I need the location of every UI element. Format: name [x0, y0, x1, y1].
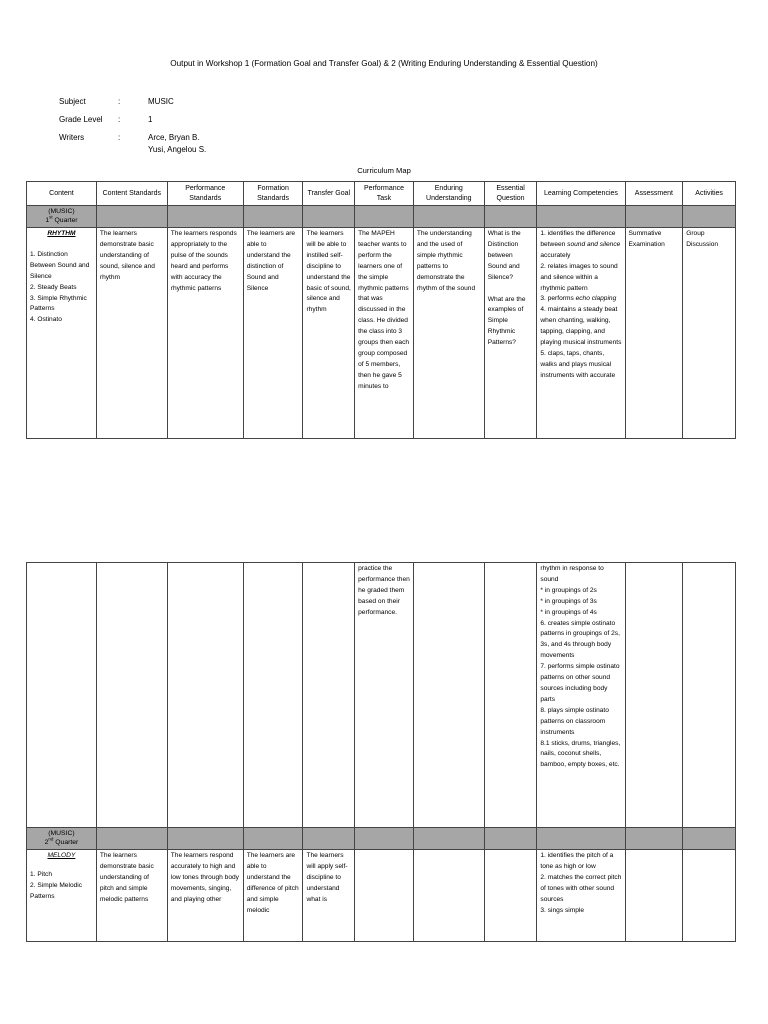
header-learning-competencies: Learning Competencies — [537, 182, 625, 206]
formation-standards-cell: The learners are able to understand the difference of pitch and simple melodic — [243, 850, 303, 942]
quarter-suffix: st — [49, 214, 53, 220]
quarter-label — [27, 206, 97, 228]
header-performance-standards: Performance Standards — [167, 182, 243, 206]
learning-competencies-cell — [537, 228, 625, 439]
header-content-standards: Content Standards — [96, 182, 167, 206]
assessment-cell: Summative Examination — [625, 228, 683, 439]
content-standards-cell: The learners demonstrate basic understanding of sound, silence and rhythm — [96, 228, 167, 439]
competency-3-italic: echo clapping — [575, 295, 617, 303]
document-title: Output in Workshop 1 (Formation Goal and Transfer Goal) & 2 (Writing Enduring Understanding & Essential Question) — [170, 59, 598, 68]
quarter-number: 1 — [45, 217, 50, 224]
performance-task-cell-continued: practice the performance then he graded them based on their performance. — [355, 563, 414, 828]
rhythm-row — [27, 228, 736, 439]
activities-cell: Group Discussion — [683, 228, 736, 439]
header-row — [27, 182, 736, 206]
content-standards-cell: The learners demonstrate basic understanding of pitch and simple melodic patterns — [96, 850, 167, 942]
curriculum-map-table-page2 — [26, 562, 736, 942]
writer-2: Yusi, Angelou S. — [148, 145, 207, 154]
topic-title: RHYTHM — [47, 230, 76, 237]
quarter-number: 2 — [44, 839, 49, 846]
topic-title: MELODY — [47, 852, 76, 859]
content-list: 1. Pitch 2. Simple Melodic Patterns — [30, 870, 83, 900]
competency-1-end: accurately — [540, 251, 571, 259]
transfer-goal-cell: The learners will apply self-discipline to understand what is — [303, 850, 355, 942]
header-formation-standards: Formation Standards — [243, 182, 303, 206]
performance-task-cell: The MAPEH teacher wants to perform the learners one of the simple rhythmic patterns that was discussed in the class. He divided the class into 3 groups then each group composed of 5 members, then he gave 5 minutes to — [355, 228, 414, 439]
subject-value: MUSIC — [148, 97, 174, 106]
transfer-goal-cell: The learners will be able to instilled self-discipline to understand the basic of sound, silence and rhythm — [303, 228, 355, 439]
writer-1: Arce, Bryan B. — [148, 133, 200, 142]
writers-colon: : — [118, 133, 121, 142]
quarter-word: Quarter — [54, 217, 78, 224]
subject-colon: : — [118, 97, 121, 106]
competency-1 — [540, 229, 621, 262]
learning-competencies-cell-continued: rhythm in response to sound * in groupings of 2s * in groupings of 3s * in groupings of 4s 6. creates simple ostinato patterns in groupings of 2s, 3s, and 4s through body movements 7. performs simple ostinato patterns on other sound sources including body parts 8. plays simple ostinato patterns on classroom instruments 8.1 sticks, drums, triangles, nails, coconut shells, bamboo, empty boxes, etc. — [537, 563, 625, 828]
essential-question-cell — [484, 228, 537, 439]
quarter-suffix: nd — [48, 836, 54, 842]
quarter-word: Quarter — [55, 839, 79, 846]
header-performance-task: Performance Task — [355, 182, 414, 206]
competency-1-italic: sound and silence — [567, 240, 621, 248]
header-transfer-goal: Transfer Goal — [303, 182, 355, 206]
map-title: Curriculum Map — [357, 166, 411, 175]
competency-3 — [540, 294, 621, 305]
essential-question-2: What are the examples of Simple Rhythmic Patterns? — [487, 295, 526, 347]
quarter-subject: (MUSIC) — [48, 830, 75, 837]
header-essential-question: Essential Question — [484, 182, 537, 206]
grade-label: Grade Level — [59, 115, 103, 124]
competency-5: 5. claps, taps, chants, walks and plays musical instruments with accurate — [540, 349, 616, 379]
quarter-label — [27, 828, 97, 850]
header-content: Content — [27, 182, 97, 206]
competency-1-text: 1. identifies the difference between — [540, 230, 616, 248]
learning-competencies-cell: 1. identifies the pitch of a tone as high or low 2. matches the correct pitch of tones with other sound sources 3. sings simple — [537, 850, 625, 942]
enduring-understanding-cell: The understanding and the used of simple rhythmic patterns to demonstrate the rhythm of the sound — [413, 228, 484, 439]
grade-colon: : — [118, 115, 121, 124]
content-list: 1. Distinction Between Sound and Silence 2. Steady Beats 3. Simple Rhythmic Patterns 4. Ostinato — [30, 250, 90, 324]
performance-standards-cell: The learners respond accurately to high and low tones through body movements, singing, and playing other — [167, 850, 243, 942]
curriculum-map-table-page1 — [26, 181, 736, 439]
content-cell — [27, 228, 97, 439]
quarter-row-2 — [27, 828, 736, 850]
performance-standards-cell: The learners responds appropriately to the pulse of the sounds heard and performs with accuracy the rhythmic patterns — [167, 228, 243, 439]
header-activities: Activities — [683, 182, 736, 206]
quarter-row-1 — [27, 206, 736, 228]
competency-3-text: 3. performs — [540, 295, 576, 303]
melody-row — [27, 850, 736, 942]
header-enduring-understanding: Enduring Understanding — [413, 182, 484, 206]
quarter-subject: (MUSIC) — [48, 208, 75, 215]
formation-standards-cell: The learners are able to understand the distinction of Sound and Silence — [243, 228, 303, 439]
writers-label: Writers — [59, 133, 85, 142]
subject-label: Subject — [59, 97, 86, 106]
grade-value: 1 — [148, 115, 153, 124]
competency-4: 4. maintains a steady beat when chanting, walking, tapping, clapping, and playing musical instruments — [540, 306, 622, 347]
rhythm-row-continued — [27, 563, 736, 828]
header-assessment: Assessment — [625, 182, 683, 206]
competency-2: 2. relates images to sound and silence within a rhythmic pattern — [540, 262, 618, 292]
essential-question-1: What is the Distinction between Sound and Silence? — [487, 230, 521, 281]
content-cell — [27, 850, 97, 942]
